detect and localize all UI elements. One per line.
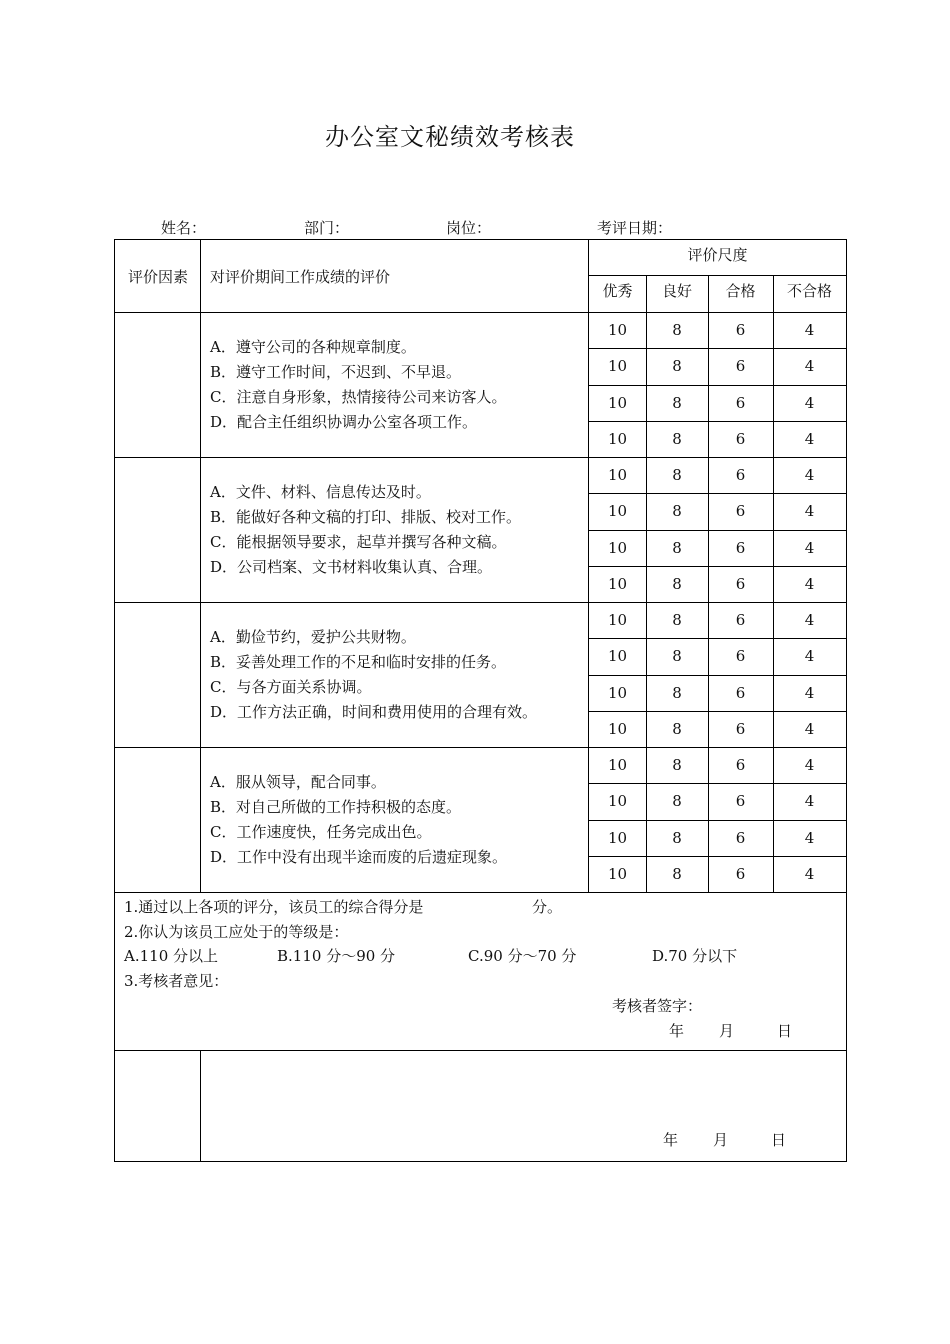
score-cell[interactable]: 8 xyxy=(672,321,682,339)
criteria-item: C．注意自身形象，热情接待公司来访客人。 xyxy=(210,388,507,406)
score-cell[interactable]: 8 xyxy=(672,539,682,557)
score-cell[interactable]: 6 xyxy=(735,684,746,702)
score-cell[interactable]: 6 xyxy=(735,357,746,375)
criteria-list xyxy=(210,770,507,870)
score-cell[interactable]: 10 xyxy=(607,430,628,448)
score-cell[interactable]: 8 xyxy=(672,575,682,593)
score-cell[interactable]: 8 xyxy=(672,792,682,810)
score-cell[interactable]: 10 xyxy=(607,394,628,412)
score-cell[interactable]: 4 xyxy=(804,756,815,774)
score-cell[interactable]: 6 xyxy=(735,430,746,448)
table-top-border xyxy=(114,239,847,240)
score-cell[interactable]: 4 xyxy=(804,720,815,738)
score-cell[interactable]: 4 xyxy=(804,575,815,593)
criteria-list xyxy=(210,335,506,435)
score-cell[interactable]: 10 xyxy=(607,321,628,339)
level-excellent: 优秀 xyxy=(602,282,633,300)
review-date-label: 考评日期： xyxy=(597,219,673,237)
score-cell[interactable]: 6 xyxy=(735,865,746,883)
score-cell[interactable]: 10 xyxy=(607,684,628,702)
scale-header: 评价尺度 xyxy=(687,246,748,264)
evaluation-header: 对评价期间工作成绩的评价 xyxy=(210,268,391,286)
score-cell[interactable]: 10 xyxy=(607,720,628,738)
last-row-divider xyxy=(200,1050,201,1162)
criteria-item: B．能做好各种文稿的打印、排版、校对工作。 xyxy=(210,508,522,526)
page-title: 办公室文秘绩效考核表 xyxy=(325,123,575,151)
score-cell[interactable]: 8 xyxy=(672,647,682,665)
score-cell[interactable]: 4 xyxy=(804,357,815,375)
criteria-item: A．文件、材料、信息传达及时。 xyxy=(210,483,431,501)
criteria-list xyxy=(210,625,537,725)
score-cell[interactable]: 8 xyxy=(672,865,682,883)
department-label: 部门： xyxy=(304,219,350,237)
grade-option-c: C.90 分～70 分 xyxy=(468,947,577,965)
section-bottom-line xyxy=(114,892,847,893)
score-cell[interactable]: 6 xyxy=(735,539,746,557)
score-cell[interactable]: 6 xyxy=(735,502,746,520)
criteria-item: D．配合主任组织协调办公室各项工作。 xyxy=(210,413,478,431)
score-cell[interactable]: 8 xyxy=(672,829,682,847)
criteria-item: A．遵守公司的各种规章制度。 xyxy=(210,338,416,356)
score-cell[interactable]: 10 xyxy=(607,829,628,847)
score-cell[interactable]: 10 xyxy=(607,756,628,774)
score-cell[interactable]: 8 xyxy=(672,684,682,702)
score-cell[interactable]: 4 xyxy=(804,792,815,810)
score-cell[interactable]: 6 xyxy=(735,792,746,810)
score-cell[interactable]: 6 xyxy=(735,647,746,665)
summary-date-day: 日 xyxy=(777,1022,793,1040)
total-score-question xyxy=(124,896,423,917)
final-date-year: 年 xyxy=(663,1131,679,1149)
criteria-list xyxy=(210,480,521,580)
score-cell[interactable]: 8 xyxy=(672,756,682,774)
score-cell[interactable]: 4 xyxy=(804,466,815,484)
score-cell[interactable]: 6 xyxy=(735,575,746,593)
criteria-item: D．工作方法正确，时间和费用使用的合理有效。 xyxy=(210,703,538,721)
score-cell[interactable]: 8 xyxy=(672,394,682,412)
criteria-item: D．工作中没有出现半途而废的后遗症现象。 xyxy=(210,848,508,866)
criteria-item: A．勤俭节约，爱护公共财物。 xyxy=(210,628,416,646)
grade-question: 2.你认为该员工应处于的等级是： xyxy=(124,923,349,941)
grade-option-b: B.110 分～90 分 xyxy=(277,947,396,965)
factor-header: 评价因素 xyxy=(127,268,188,286)
criteria-item: C．能根据领导要求，起草并撰写各种文稿。 xyxy=(210,533,507,551)
score-cell[interactable]: 10 xyxy=(607,466,628,484)
score-cell[interactable]: 10 xyxy=(607,575,628,593)
score-cell[interactable]: 4 xyxy=(804,647,815,665)
score-cell[interactable]: 10 xyxy=(607,647,628,665)
score-cell[interactable]: 8 xyxy=(672,466,682,484)
score-cell[interactable]: 4 xyxy=(804,539,815,557)
score-cell[interactable]: 6 xyxy=(735,611,746,629)
score-cell[interactable]: 4 xyxy=(804,684,815,702)
score-cell[interactable]: 10 xyxy=(607,357,628,375)
score-cell[interactable]: 6 xyxy=(735,720,746,738)
position-label: 岗位： xyxy=(446,219,492,237)
name-label: 姓名： xyxy=(161,219,207,237)
score-cell[interactable]: 4 xyxy=(804,430,815,448)
factor-column-divider xyxy=(200,239,201,892)
score-cell[interactable]: 6 xyxy=(735,829,746,847)
score-cell[interactable]: 4 xyxy=(804,321,815,339)
summary-bottom-line xyxy=(114,1050,847,1051)
summary-date-year: 年 xyxy=(669,1022,685,1040)
final-date-day: 日 xyxy=(771,1131,787,1149)
score-cell[interactable]: 4 xyxy=(804,502,815,520)
score-cell[interactable]: 10 xyxy=(607,502,628,520)
criteria-item: B．妥善处理工作的不足和临时安排的任务。 xyxy=(210,653,507,671)
score-cell[interactable]: 8 xyxy=(672,357,682,375)
score-cell[interactable]: 10 xyxy=(607,792,628,810)
criteria-item: C．工作速度快，任务完成出色。 xyxy=(210,823,432,841)
score-cell[interactable]: 8 xyxy=(672,611,682,629)
grade-option-d: D.70 分以下 xyxy=(652,947,738,965)
criteria-item: B．对自己所做的工作持积极的态度。 xyxy=(210,798,462,816)
reviewer-opinion-label: 3.考核者意见： xyxy=(124,972,229,990)
final-date-month: 月 xyxy=(713,1131,729,1149)
score-cell[interactable]: 6 xyxy=(735,394,746,412)
level-good: 良好 xyxy=(661,282,692,300)
reviewer-signature-label: 考核者签字： xyxy=(612,997,703,1015)
summary-date-month: 月 xyxy=(719,1022,735,1040)
score-cell[interactable]: 6 xyxy=(735,321,746,339)
scale-subheader-line xyxy=(588,275,847,276)
score-cell[interactable]: 6 xyxy=(735,756,746,774)
total-score-suffix: 分。 xyxy=(532,898,563,916)
criteria-item: A．服从领导，配合同事。 xyxy=(210,773,386,791)
score-cell[interactable]: 4 xyxy=(804,829,815,847)
score-cell[interactable]: 4 xyxy=(804,865,815,883)
score-cell[interactable]: 10 xyxy=(607,611,628,629)
grade-option-a: A.110 分以上 xyxy=(124,947,218,965)
table-left-border xyxy=(114,239,115,1162)
criteria-item: C．与各方面关系协调。 xyxy=(210,678,372,696)
score-cell[interactable]: 6 xyxy=(735,466,746,484)
score-cell[interactable]: 8 xyxy=(672,720,682,738)
level-fail: 不合格 xyxy=(786,282,832,300)
score-cell[interactable]: 4 xyxy=(804,611,815,629)
level-pass: 合格 xyxy=(725,282,756,300)
table-bottom-border xyxy=(114,1161,847,1162)
score-cell[interactable]: 10 xyxy=(607,539,628,557)
criteria-item: D．公司档案、文书材料收集认真、合理。 xyxy=(210,558,493,576)
score-cell[interactable]: 8 xyxy=(672,502,682,520)
criteria-item: B．遵守工作时间，不迟到、不早退。 xyxy=(210,363,462,381)
score-cell[interactable]: 8 xyxy=(672,430,682,448)
score-cell[interactable]: 10 xyxy=(607,865,628,883)
score-cell[interactable]: 4 xyxy=(804,394,815,412)
total-score-prefix: 1.通过以上各项的评分，该员工的综合得分是 xyxy=(124,898,424,916)
table-right-border xyxy=(846,239,847,1162)
